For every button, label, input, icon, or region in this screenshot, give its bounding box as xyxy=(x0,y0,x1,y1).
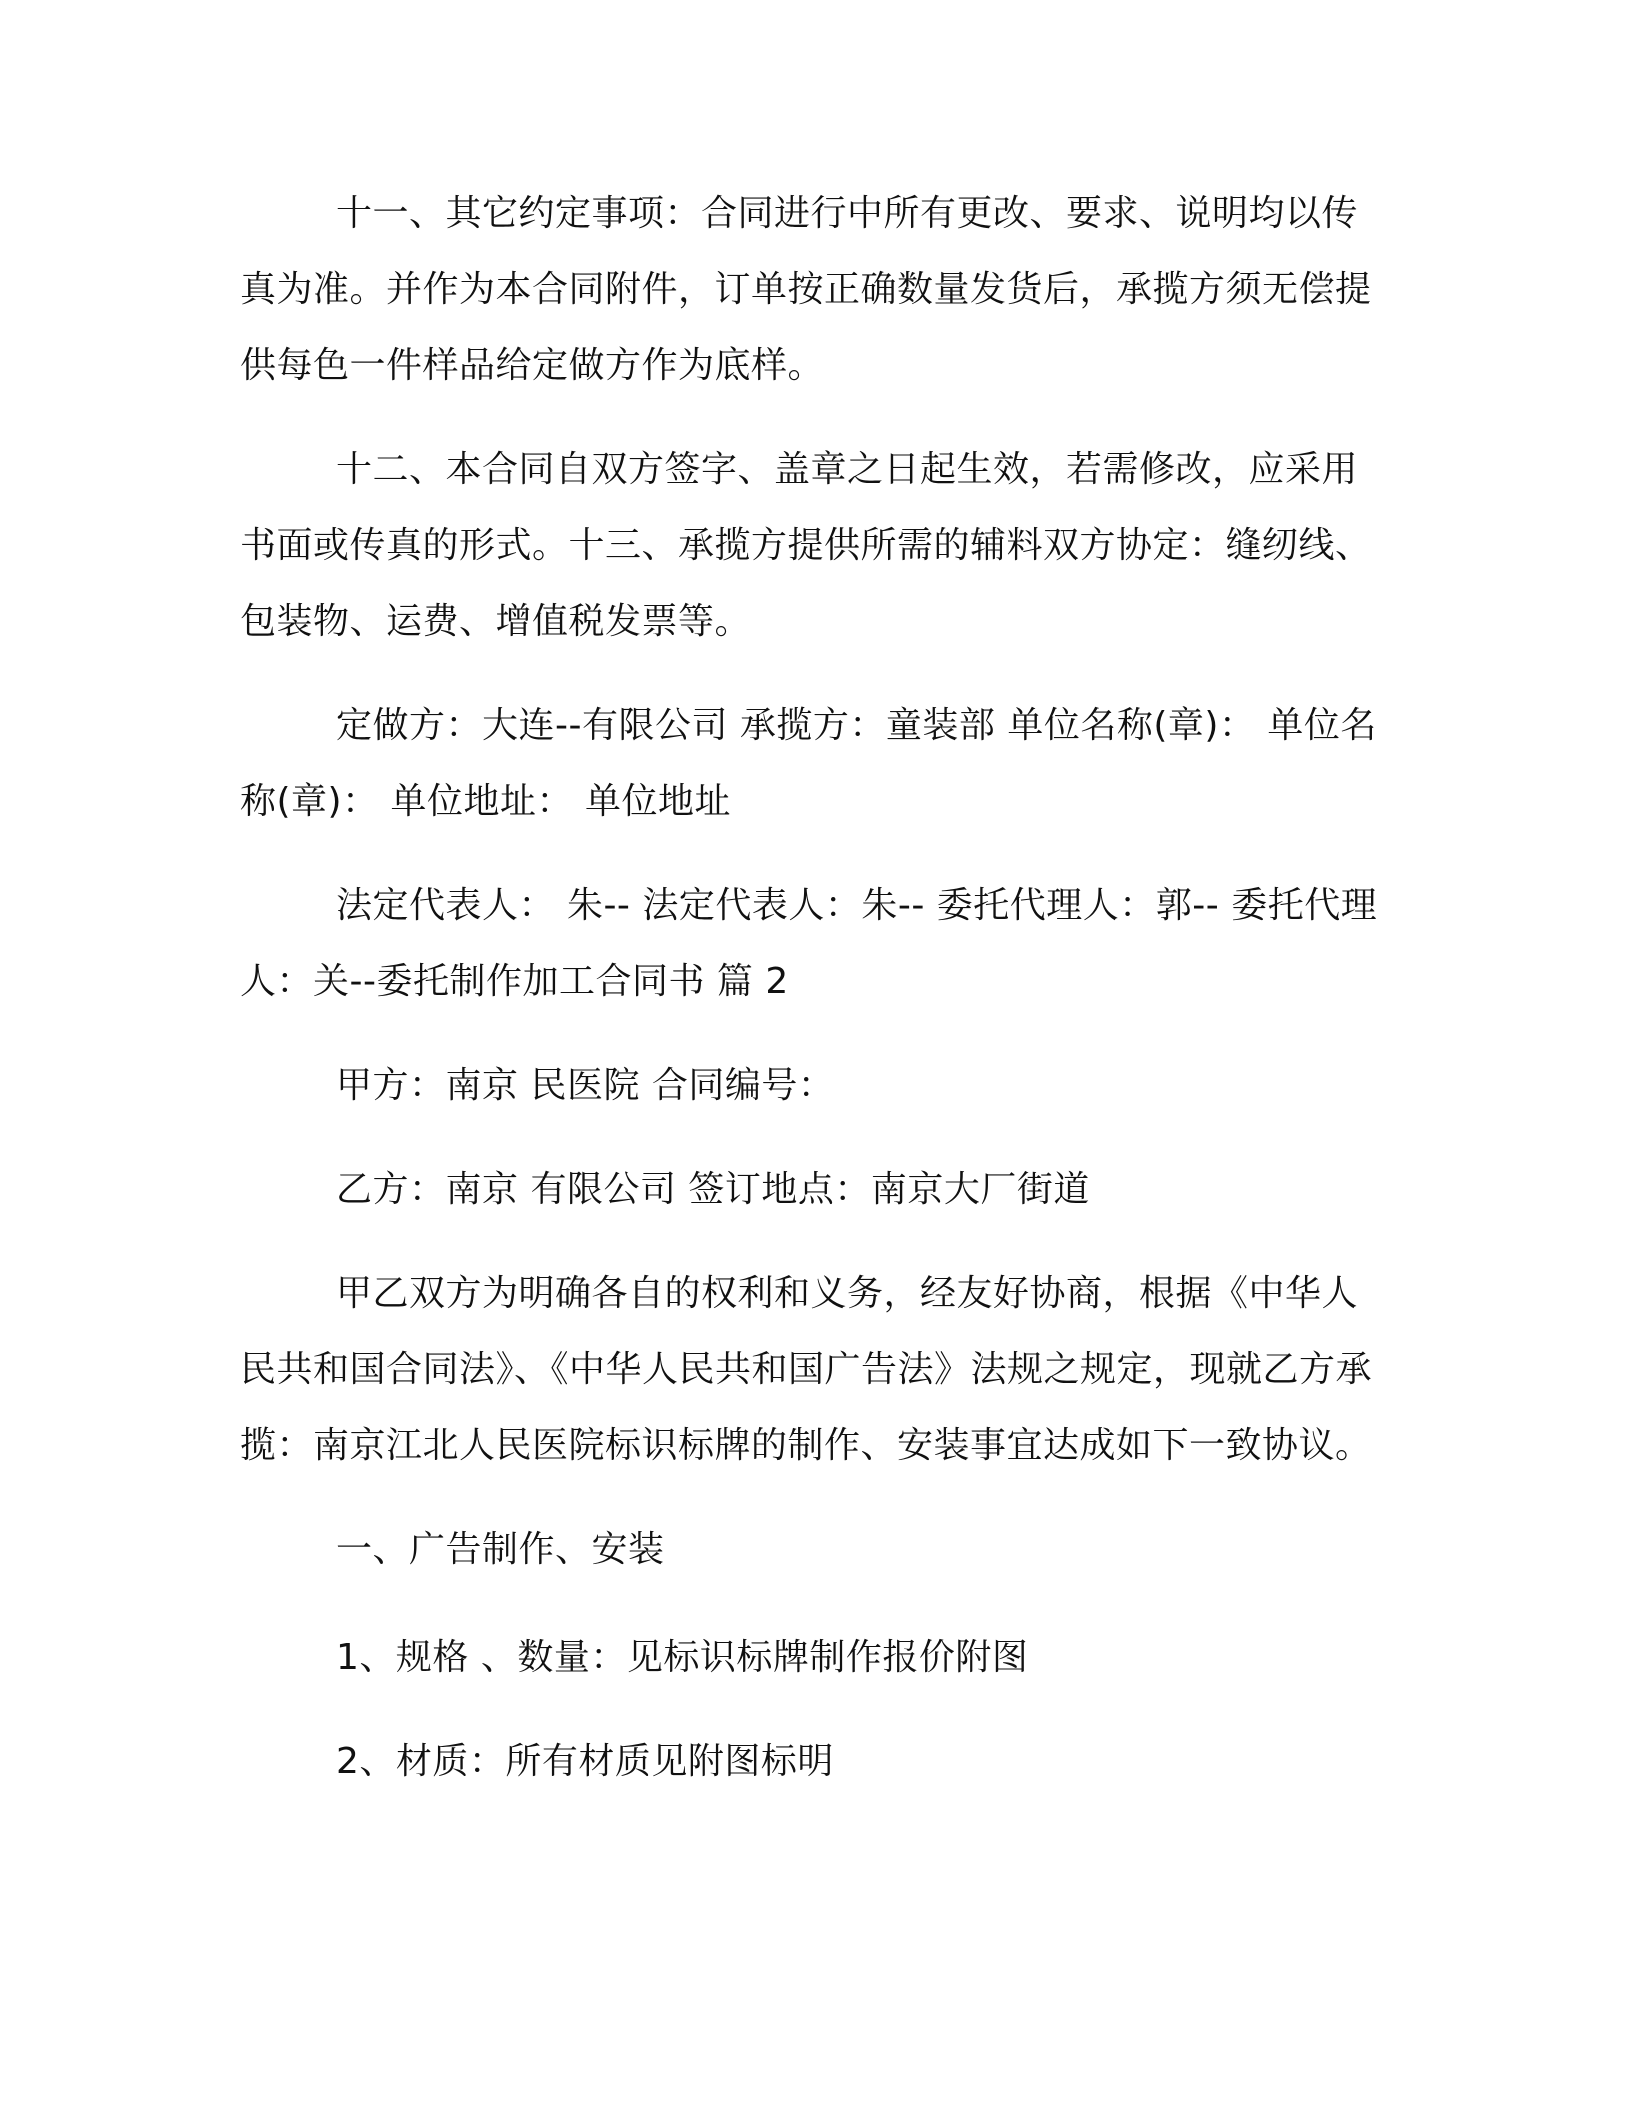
document-body xyxy=(240,176,1382,1800)
paragraph-party-info: 定做方：大连--有限公司 承揽方：童装部 单位名称(章)： 单位名称(章)： 单位地址： 单位地址 xyxy=(240,705,1377,822)
paragraph-party-b: 乙方：南京 有限公司 签订地点：南京大厂街道 xyxy=(336,1169,1090,1210)
section-heading-production: 一、广告制作、安装 xyxy=(336,1529,665,1570)
paragraph-clause-12-13: 十二、本合同自双方签字、盖章之日起生效，若需修改，应采用书面或传真的形式。十三、承揽方提供所需的辅料双方协定：缝纫线、包装物、运费、增值税发票等。 xyxy=(240,449,1372,642)
paragraph-representatives: 法定代表人： 朱-- 法定代表人：朱-- 委托代理人：郭-- 委托代理人：关--委托制作加工合同书 篇 2 xyxy=(240,885,1378,1002)
paragraph-spec-quantity: 1、规格 、数量：见标识标牌制作报价附图 xyxy=(336,1637,1029,1678)
paragraph-material: 2、材质：所有材质见附图标明 xyxy=(336,1741,834,1782)
paragraph-party-a: 甲方：南京 民医院 合同编号： xyxy=(336,1065,835,1106)
paragraph-clause-11: 十一、其它约定事项：合同进行中所有更改、要求、说明均以传真为准。并作为本合同附件，订单按正确数量发货后，承揽方须无偿提供每色一件样品给定做方作为底样。 xyxy=(240,193,1372,386)
paragraph-agreement-intro: 甲乙双方为明确各自的权利和义务，经友好协商，根据《中华人民共和国合同法》、《中华人民共和国广告法》法规之规定，现就乙方承揽：南京江北人民医院标识标牌的制作、安装事宜达成如下一致协议。 xyxy=(240,1273,1373,1466)
